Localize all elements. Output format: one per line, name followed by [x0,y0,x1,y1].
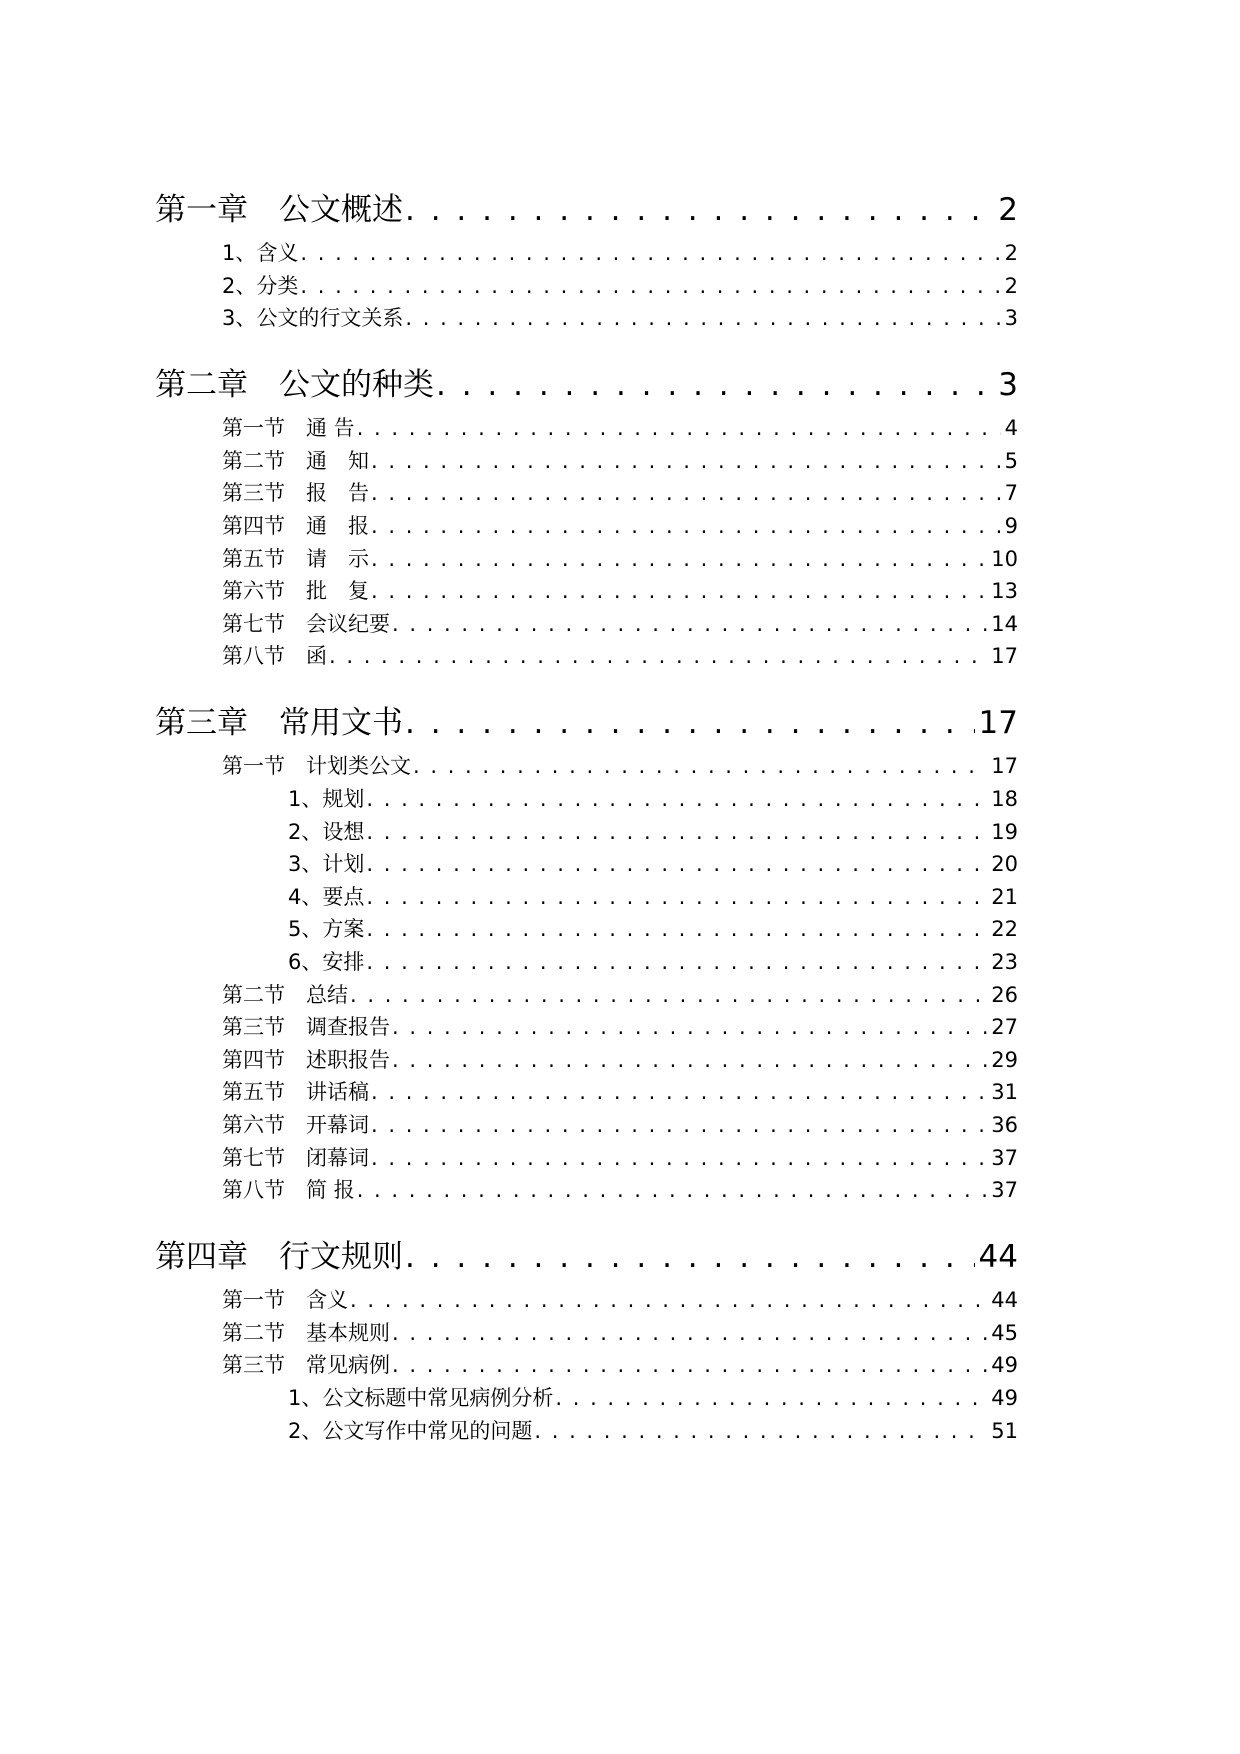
dot-leader [371,544,987,574]
dot-leader [392,1045,987,1075]
toc-page-number: 27 [991,1015,1018,1040]
toc-page-number: 17 [991,754,1018,779]
toc-section-entry[interactable] [222,980,1018,1010]
dot-leader [371,1143,987,1173]
toc-page-number: 13 [991,579,1018,604]
dot-leader [371,576,987,606]
toc-page-number: 44 [978,1239,1018,1276]
toc-page-number: 31 [991,1080,1018,1105]
toc-page-number: 36 [991,1113,1018,1137]
toc-section-entry[interactable] [222,576,1018,606]
toc-section-entry[interactable] [288,1416,1018,1446]
toc-page-number: 4 [1004,416,1018,441]
toc-section-entry[interactable] [222,609,1018,639]
toc-page-number: 44 [991,1288,1018,1313]
dot-leader [436,363,994,407]
dot-leader [405,701,975,745]
toc-entry-title: 第一章 公文概述 [155,192,403,228]
dot-leader [371,478,1001,508]
dot-leader [405,188,994,232]
toc-entry-title: 第二节 基本规则 [222,1320,390,1345]
dot-leader [405,1235,975,1279]
toc-entry-title: 第五节 请 示 [222,546,369,571]
toc-page-number: 29 [991,1047,1018,1072]
toc-section-entry[interactable] [288,784,1018,814]
dot-leader [371,1110,987,1140]
dot-leader [392,609,987,639]
toc-page-number: 49 [991,1353,1018,1378]
toc-page-number: 3 [1004,306,1018,331]
dot-leader [357,1175,988,1205]
toc-section-entry[interactable] [288,882,1018,912]
toc-page-number: 19 [991,819,1018,844]
dot-leader [357,413,1001,443]
toc-section-entry[interactable] [222,1143,1018,1173]
toc-entry-title: 第七节 闭幕词 [222,1145,369,1170]
toc-page-number: 2 [1004,241,1018,265]
toc-entry-title: 第二节 通 知 [222,448,369,473]
toc-page-number: 2 [1004,273,1018,298]
toc-section-entry[interactable] [222,478,1018,508]
dot-leader [366,784,987,814]
dot-leader [371,511,1001,541]
toc-entry-title: 1、公文标题中常见病例分析 [288,1386,554,1410]
toc-entry-title: 第三节 调查报告 [222,1015,390,1040]
toc-entry-title: 第一节 计划类公文 [222,754,411,779]
toc-entry-title: 第六节 批 复 [222,579,369,604]
toc-section-entry[interactable] [222,544,1018,574]
toc-page-number: 18 [991,787,1018,811]
toc-section-entry[interactable] [222,1285,1018,1315]
dot-leader [405,303,1000,333]
toc-page-number: 10 [991,546,1018,571]
toc-section-entry[interactable] [222,751,1018,781]
toc-section-entry[interactable] [222,1110,1018,1140]
toc-page-number: 17 [978,705,1018,742]
toc-page-number: 5 [1004,448,1018,473]
toc-entry-title: 2、分类 [222,273,299,298]
toc-section-entry[interactable] [222,1012,1018,1042]
toc-entry-title: 5、方案 [288,917,365,942]
toc-page-number: 20 [991,852,1018,877]
dot-leader [534,1416,987,1446]
toc-chapter-entry[interactable] [155,188,1018,232]
dot-leader [366,849,987,879]
toc-section-entry[interactable] [288,947,1018,977]
toc-section-entry[interactable] [288,817,1018,847]
dot-leader [366,947,987,977]
dot-leader [350,980,987,1010]
toc-page-number: 9 [1004,514,1018,538]
toc-entry-title: 第四章 行文规则 [155,1239,403,1276]
toc-entry-title: 3、计划 [288,852,365,877]
dot-leader [371,446,1001,476]
toc-page-number: 22 [991,917,1018,942]
dot-leader [329,641,987,671]
toc-section-entry[interactable] [222,446,1018,476]
dot-leader [413,751,987,781]
toc-page-number: 51 [991,1418,1018,1443]
toc-entry-title: 第五节 讲话稿 [222,1080,369,1105]
toc-entry-title: 6、安排 [288,950,365,974]
toc-section-entry[interactable] [222,238,1018,268]
toc-page-number: 21 [991,884,1018,909]
toc-section-entry[interactable] [222,413,1018,443]
toc-page-number: 17 [991,644,1018,669]
toc-chapter-entry[interactable] [155,701,1018,745]
dot-leader [392,1350,987,1380]
toc-section-entry[interactable] [222,1077,1018,1107]
toc-entry-title: 第三节 常见病例 [222,1353,390,1378]
toc-entry-title: 4、要点 [288,884,365,909]
toc-entry-title: 第七节 会议纪要 [222,611,390,636]
toc-entry-title: 第八节 函 [222,644,327,669]
toc-page-number: 7 [1004,481,1018,506]
toc-entry-title: 2、设想 [288,819,365,844]
toc-page-number: 26 [991,982,1018,1007]
toc-entry-title: 1、规划 [288,787,365,811]
toc-entry-title: 第四节 述职报告 [222,1047,390,1072]
toc-section-entry[interactable] [222,1175,1018,1205]
toc-section-entry[interactable] [288,1383,1018,1413]
dot-leader [366,817,987,847]
dot-leader [555,1383,987,1413]
toc-entry-title: 第一节 含义 [222,1288,348,1313]
toc-entry-title: 第六节 开幕词 [222,1113,369,1137]
toc-page-number: 37 [991,1145,1018,1170]
toc-page-number: 37 [991,1178,1018,1203]
toc-entry-title: 第二节 总结 [222,982,348,1007]
dot-leader [350,1285,987,1315]
toc-page-number: 3 [998,367,1018,404]
toc-chapter-entry[interactable] [155,363,1018,407]
dot-leader [392,1012,987,1042]
toc-entry-title: 3、公文的行文关系 [222,306,404,331]
toc-entry-title: 第三节 报 告 [222,481,369,506]
toc-page-number: 49 [991,1386,1018,1410]
dot-leader [366,914,987,944]
toc-section-entry[interactable] [222,303,1018,333]
toc-page-number: 45 [991,1320,1018,1345]
toc-section-entry[interactable] [288,849,1018,879]
toc-section-entry[interactable] [222,271,1018,301]
toc-entry-title: 第三章 常用文书 [155,705,403,742]
toc-entry-title: 1、含义 [222,241,299,265]
toc-entry-title: 第四节 通 报 [222,514,369,538]
toc-entry-title: 第八节 简 报 [222,1178,355,1203]
toc-entry-title: 第二章 公文的种类 [155,367,434,404]
dot-leader [300,238,1000,268]
dot-leader [371,1077,987,1107]
toc-page-number: 23 [991,950,1018,974]
toc-section-entry[interactable] [222,1045,1018,1075]
toc-chapter-entry[interactable] [155,1235,1018,1279]
toc-section-entry[interactable] [222,1318,1018,1348]
toc-section-entry[interactable] [222,1350,1018,1380]
dot-leader [392,1318,987,1348]
toc-entry-title: 2、公文写作中常见的问题 [288,1418,533,1443]
dot-leader [366,882,987,912]
toc-page-number: 14 [991,611,1018,636]
toc-entry-title: 第一节 通 告 [222,416,355,441]
toc-section-entry[interactable] [222,511,1018,541]
dot-leader [300,271,1000,301]
toc-page-number: 2 [998,192,1018,228]
toc-section-entry[interactable] [222,641,1018,671]
toc-section-entry[interactable] [288,914,1018,944]
